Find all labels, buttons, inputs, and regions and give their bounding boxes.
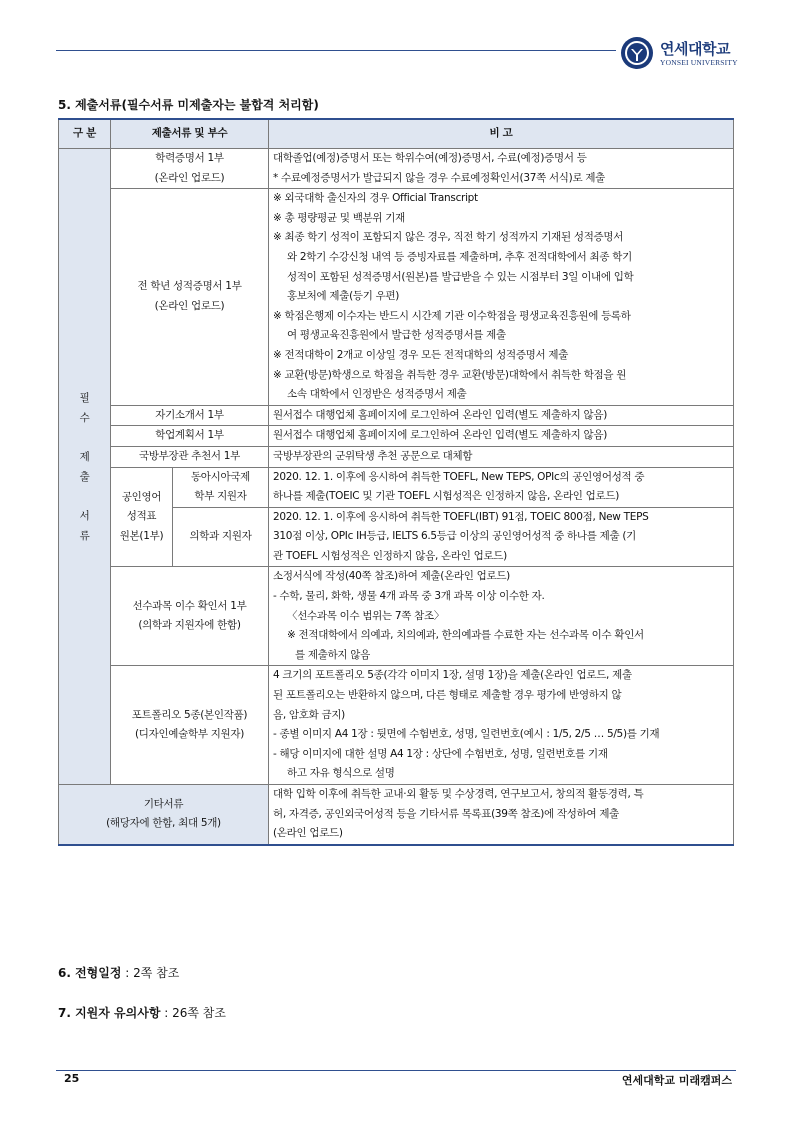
note-study-plan: 원서접수 대행업체 홈페이지에 로그인하여 온라인 입력(별도 제출하지 않음)	[269, 426, 734, 447]
table-row	[59, 405, 734, 426]
page-number: 25	[64, 1072, 80, 1085]
note-self-intro: 원서접수 대행업체 홈페이지에 로그인하여 온라인 입력(별도 제출하지 않음)	[269, 405, 734, 426]
yonsei-seal-icon	[620, 36, 654, 70]
header-rule	[56, 50, 616, 51]
doc-transcript: 전 학년 성적증명서 1부 (온라인 업로드)	[111, 189, 269, 406]
table-row	[59, 189, 734, 406]
note-english-east-asia: 2020. 12. 1. 이후에 응시하여 취득한 TOEFL, New TEPS, OPIc의 공인영어성적 중 하나를 제출(TOEIC 및 기관 TOEFL 시험성적은 인정하지 않음, 온라인 업로드)	[269, 467, 734, 507]
note-portfolio: 4 크기의 포트폴리오 5종(각각 이미지 1장, 설명 1장)을 제출(온라인 업로드, 제출 된 포트폴리오는 반환하지 않으며, 다른 형태로 제출할 경우 평가에 반영하지 않 음, 암호화 금지) - 종별 이미지 A4 1장 : 뒷면에 수험번호, 성명, 일련번호(예시 : 1/5, 2/5 … 5/5)를 기재 - 해당 이미지에 대한 설명 A4 1장 : 상단에 수험번호, 성명, 일련번호를 기재 하고 자유 형식으로 설명	[269, 666, 734, 785]
note-prerequisite: 소정서식에 작성(40쪽 참조)하여 제출(온라인 업로드) - 수학, 물리, 화학, 생물 4개 과목 중 3개 과목 이상 이수한 자. 〈선수과목 이수 범위는 7쪽 참조〉 ※ 전적대학에서 의예과, 치의예과, 한의예과를 수료한 자는 선수과목 이수 확인서 를 제출하지 않음	[269, 567, 734, 666]
footer-rule	[56, 1070, 736, 1071]
doc-portfolio: 포트폴리오 5종(본인작품) (디자인예술학부 지원자)	[111, 666, 269, 785]
note-mnd-recommendation: 국방부장관의 군위탁생 추천 공문으로 대체함	[269, 446, 734, 467]
section-6-title: 6. 전형일정 : 2쪽 참조	[58, 966, 180, 980]
doc-diploma: 학력증명서 1부 (온라인 업로드)	[111, 149, 269, 189]
required-group-label: 필 수 제 출 서 류	[59, 149, 111, 785]
doc-english-east-asia: 동아시아국제 학부 지원자	[173, 467, 269, 507]
table-row	[59, 785, 734, 845]
doc-others: 기타서류 (해당자에 한함, 최대 5개)	[59, 785, 269, 845]
section-7-title: 7. 지원자 유의사항 : 26쪽 참조	[58, 1006, 226, 1020]
university-logo	[620, 36, 740, 70]
table-header-row	[59, 119, 734, 149]
note-transcript: ※ 외국대학 출신자의 경우 Official Transcript ※ 총 평량평균 및 백분위 기재 ※ 최종 학기 성적이 포함되지 않은 경우, 직전 학기 성적까지 기재된 성적증명서 와 2학기 수강신청 내역 등 증빙자료를 제출하며, 추후 전적대학에서 최종 학기 성적이 포함된 성적증명서(원본)를 발급받을 수 있는 시점부터 3일 이내에 입학 홍보처에 제출(등기 우편) ※ 학점은행제 이수자는 반드시 시간제 기관 이수학점을 평생교육진흥원에 등록하 여 평생교육진흥원에서 발급한 성적증명서를 제출 ※ 전적대학이 2개교 이상일 경우 모든 전적대학의 성적증명서 제출 ※ 교환(방문)학생으로 학점을 취득한 경우 교환(방문)대학에서 취득한 학점을 원 소속 대학에서 인정받은 성적증명서 제출	[269, 189, 734, 406]
column-header-category: 구 분	[59, 119, 111, 149]
table-row	[59, 567, 734, 666]
doc-self-intro: 자기소개서 1부	[111, 405, 269, 426]
note-english-medicine: 2020. 12. 1. 이후에 응시하여 취득한 TOEFL(IBT) 91점, TOEIC 800점, New TEPS 310점 이상, OPIc IH등급, IELTS 6.5등급 이상의 공인영어성적 중 하나를 제출 (기 관 TOEFL 시험성적은 인정하지 않음, 온라인 업로드)	[269, 507, 734, 567]
table-row	[59, 426, 734, 447]
required-documents-table	[58, 118, 734, 846]
note-diploma: 대학졸업(예정)증명서 또는 학위수여(예정)증명서, 수료(예정)증명서 등 * 수료예정증명서가 발급되지 않을 경우 수료예정확인서(37쪽 서식)로 제출	[269, 149, 734, 189]
section-5-title: 5. 제출서류(필수서류 미제출자는 불합격 처리함)	[58, 98, 319, 112]
doc-prerequisite: 선수과목 이수 확인서 1부 (의학과 지원자에 한함)	[111, 567, 269, 666]
table-row	[59, 446, 734, 467]
footer-campus: 연세대학교 미래캠퍼스	[621, 1074, 732, 1087]
university-name-en: YONSEI UNIVERSITY	[660, 58, 738, 67]
doc-english-medicine: 의학과 지원자	[173, 507, 269, 567]
doc-mnd-recommendation: 국방부장관 추천서 1부	[111, 446, 269, 467]
note-others: 대학 입학 이후에 취득한 교내·외 활동 및 수상경력, 연구보고서, 창의적 활동경력, 특 허, 자격증, 공인외국어성적 등을 기타서류 목록표(39쪽 참조)에 작성하여 제출 (온라인 업로드)	[269, 785, 734, 845]
university-name: 연세대학교	[660, 40, 730, 58]
column-header-documents: 제출서류 및 부수	[111, 119, 269, 149]
table-row	[59, 666, 734, 785]
doc-english-score: 공인영어 성적표 원본(1부)	[111, 467, 173, 567]
table-row	[59, 149, 734, 189]
table-row	[59, 467, 734, 507]
column-header-remarks: 비 고	[269, 119, 734, 149]
doc-study-plan: 학업계획서 1부	[111, 426, 269, 447]
